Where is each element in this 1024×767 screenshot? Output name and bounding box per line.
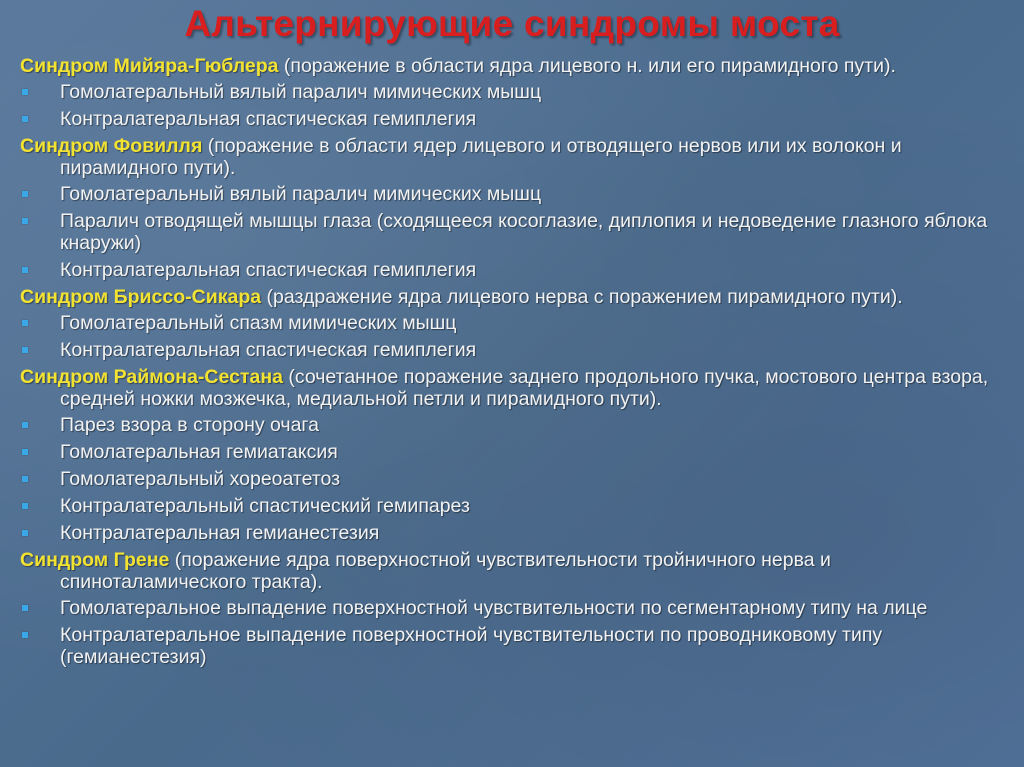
square-bullet-icon	[22, 422, 28, 428]
symptom-list	[20, 597, 1015, 668]
square-bullet-icon	[22, 218, 28, 224]
symptom-text: Контралатеральная спастическая гемиплегия	[60, 259, 477, 281]
syndrome-name: Синдром Фовилля	[20, 135, 203, 157]
syndrome-heading	[20, 286, 1015, 308]
list-item	[20, 468, 1015, 490]
syndrome-heading	[20, 55, 1015, 77]
list-item	[20, 624, 1015, 668]
square-bullet-icon	[22, 476, 28, 482]
square-bullet-icon	[22, 503, 28, 509]
syndrome-name: Синдром Мийяра-Гюблера	[20, 55, 279, 77]
list-item	[20, 108, 1015, 130]
list-item	[20, 210, 1015, 254]
list-item	[20, 495, 1015, 517]
symptom-text: Контралатеральная гемианестезия	[60, 522, 380, 544]
square-bullet-icon	[22, 632, 28, 638]
symptom-text: Контралатеральная спастическая гемиплегия	[60, 108, 477, 130]
symptom-text: Гомолатеральный вялый паралич мимических мышц	[60, 183, 542, 205]
syndrome-heading	[20, 366, 1015, 410]
syndrome-name: Синдром Бриссо-Сикара	[20, 286, 262, 308]
symptom-text: Гомолатеральное выпадение поверхностной чувствительности по сегментарному типу на лице	[60, 597, 928, 619]
symptom-list	[20, 183, 1015, 281]
list-item	[20, 414, 1015, 436]
square-bullet-icon	[22, 116, 28, 122]
square-bullet-icon	[22, 320, 28, 326]
list-item	[20, 183, 1015, 205]
list-item	[20, 81, 1015, 103]
square-bullet-icon	[22, 347, 28, 353]
syndrome-name: Синдром Грене	[20, 549, 170, 571]
syndrome-heading	[20, 135, 1015, 179]
symptom-text: Контралатеральная спастическая гемиплегия	[60, 339, 477, 361]
syndrome-description: (сочетанное поражение заднего продольного пучка, мостового центра взора, средней ножки мозжечка, медиальной петли и пирамидного пути).	[60, 366, 989, 410]
square-bullet-icon	[22, 191, 28, 197]
list-item	[20, 339, 1015, 361]
symptom-text: Гомолатеральная гемиатаксия	[60, 441, 338, 463]
list-item	[20, 522, 1015, 544]
symptom-text: Паралич отводящей мышцы глаза (сходящееся косоглазие, диплопия и недоведение глазного яблока кнаружи)	[60, 210, 988, 254]
syndrome-description: (поражение в области ядра лицевого н. или его пирамидного пути).	[278, 55, 896, 77]
list-item	[20, 312, 1015, 334]
square-bullet-icon	[22, 449, 28, 455]
list-item	[20, 259, 1015, 281]
symptom-list	[20, 414, 1015, 544]
square-bullet-icon	[22, 267, 28, 273]
symptom-text: Контралатеральный спастический гемипарез	[60, 495, 470, 517]
syndrome-heading	[20, 549, 1015, 593]
slide-content	[20, 55, 1015, 673]
syndrome-description: (поражение в области ядер лицевого и отводящего нервов или их волокон и пирамидного пути).	[60, 135, 902, 179]
symptom-list	[20, 81, 1015, 130]
square-bullet-icon	[22, 605, 28, 611]
slide-title: Альтернирующие синдромы моста	[184, 3, 840, 44]
list-item	[20, 441, 1015, 463]
syndrome-name: Синдром Раймона-Сестана	[20, 366, 283, 388]
list-item	[20, 597, 1015, 619]
symptom-text: Парез взора в сторону очага	[60, 414, 319, 436]
syndrome-description: (поражение ядра поверхностной чувствительности тройничного нерва и спиноталамического тракта).	[60, 549, 831, 593]
symptom-text: Контралатеральное выпадение поверхностной чувствительности по проводниковому типу (гемианестезия)	[60, 624, 883, 668]
symptom-text: Гомолатеральный вялый паралич мимических мышц	[60, 81, 542, 103]
symptom-text: Гомолатеральный хореоатетоз	[60, 468, 341, 490]
symptom-text: Гомолатеральный спазм мимических мышц	[60, 312, 457, 334]
symptom-list	[20, 312, 1015, 361]
square-bullet-icon	[22, 530, 28, 536]
square-bullet-icon	[22, 89, 28, 95]
syndrome-description: (раздражение ядра лицевого нерва с поражением пирамидного пути).	[261, 286, 903, 308]
